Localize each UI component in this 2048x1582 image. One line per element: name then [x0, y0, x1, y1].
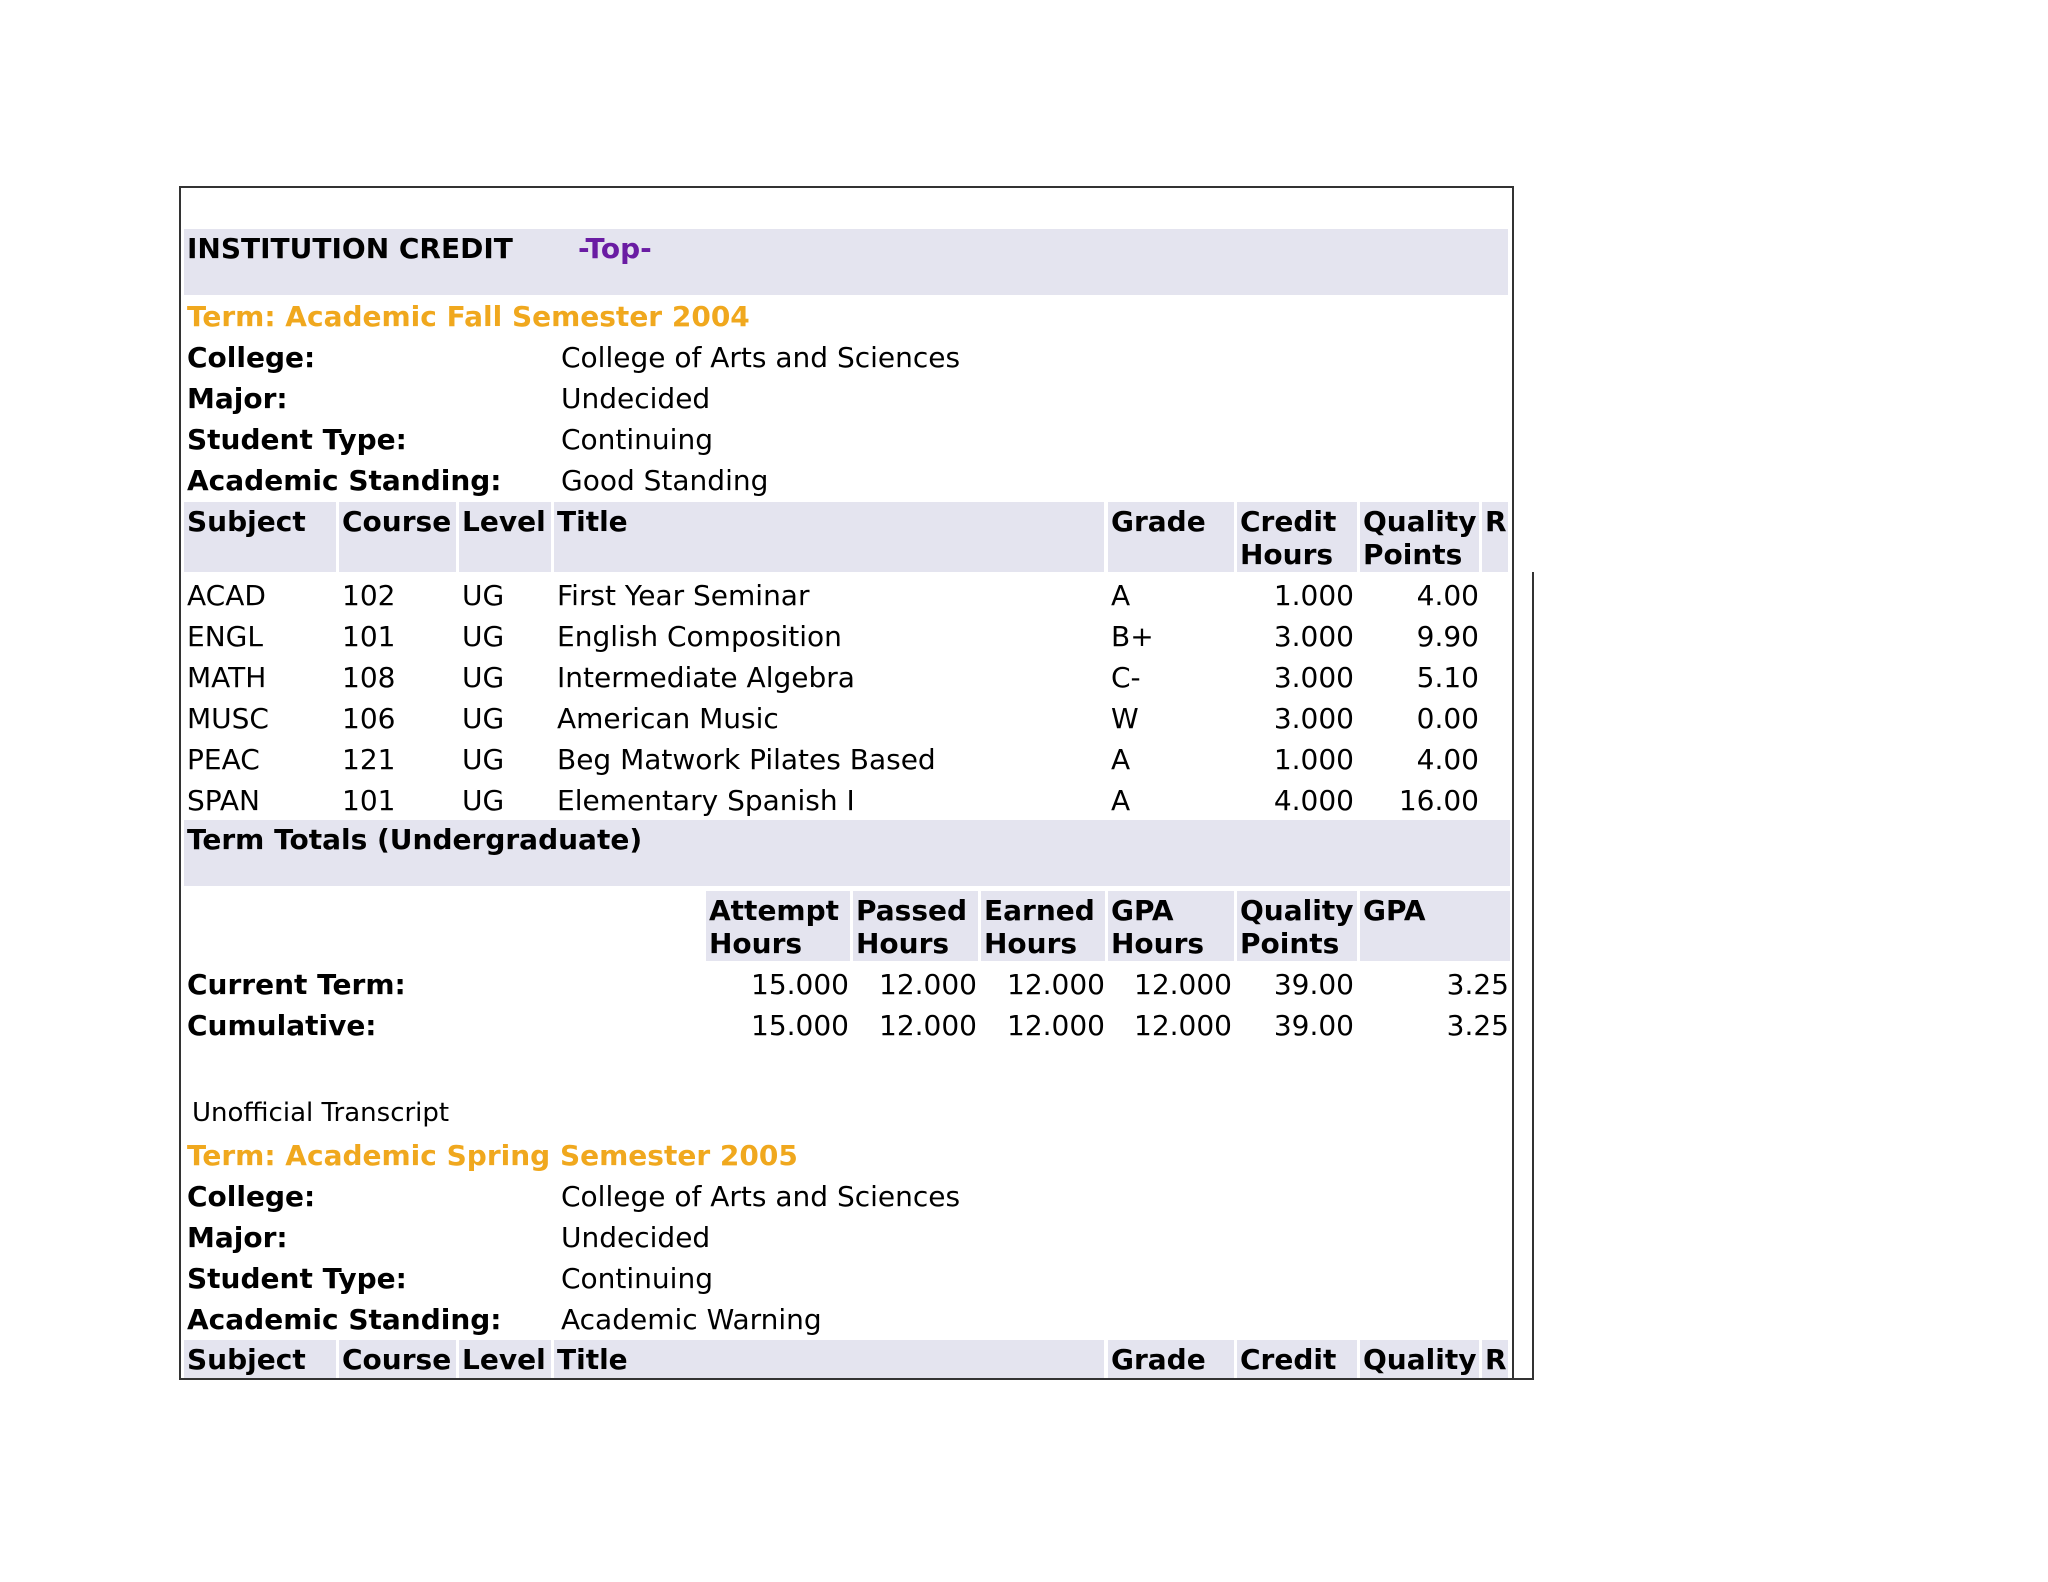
student-type-label: Student Type:: [187, 423, 407, 456]
col-title: Title: [557, 1343, 628, 1376]
college-value: College of Arts and Sciences: [561, 1180, 961, 1213]
current-earned-hours: 12.000: [1007, 968, 1105, 1001]
quality-points: 9.90: [1416, 620, 1479, 653]
level: UG: [462, 743, 505, 776]
cumulative-gpa: 3.25: [1446, 1009, 1509, 1042]
top-link[interactable]: -Top-: [578, 232, 652, 265]
grade: B+: [1111, 620, 1154, 653]
subject: SPAN: [187, 784, 260, 817]
unofficial-transcript-note: Unofficial Transcript: [192, 1098, 450, 1128]
col-grade: Grade: [1111, 505, 1206, 538]
level: UG: [462, 620, 505, 653]
credit-hours: 3.000: [1273, 620, 1354, 653]
term-label: Term: Academic Fall Semester 2004: [187, 300, 750, 333]
academic-standing-value: Good Standing: [561, 464, 769, 497]
course-title: Elementary Spanish I: [557, 784, 855, 817]
course-number: 101: [342, 784, 396, 817]
course-number: 108: [342, 661, 396, 694]
current-gpa-hours: 12.000: [1134, 968, 1232, 1001]
course-number: 121: [342, 743, 396, 776]
section-title: INSTITUTION CREDIT: [187, 232, 513, 265]
subject: ACAD: [187, 579, 266, 612]
totals-col-earned-1: Earned: [984, 894, 1095, 927]
academic-standing-value: Academic Warning: [561, 1303, 822, 1336]
current-attempt-hours: 15.000: [751, 968, 849, 1001]
course-number: 101: [342, 620, 396, 653]
credit-hours: 1.000: [1273, 579, 1354, 612]
term-totals-title: Term Totals (Undergraduate): [187, 823, 643, 856]
grade: C-: [1111, 661, 1141, 694]
credit-hours: 4.000: [1273, 784, 1354, 817]
col-grade: Grade: [1111, 1343, 1206, 1376]
credit-hours: 3.000: [1273, 702, 1354, 735]
totals-col-earned-2: Hours: [984, 927, 1078, 960]
col-quality-2: Points: [1363, 538, 1463, 571]
academic-standing-label: Academic Standing:: [187, 1303, 502, 1336]
credit-hours: 3.000: [1273, 661, 1354, 694]
college-label: College:: [187, 341, 316, 374]
cumulative-attempt-hours: 15.000: [751, 1009, 849, 1042]
col-level: Level: [462, 1343, 546, 1376]
college-value: College of Arts and Sciences: [561, 341, 961, 374]
col-credit-1: Credit: [1240, 505, 1337, 538]
quality-points: 0.00: [1416, 702, 1479, 735]
totals-col-passed-1: Passed: [856, 894, 968, 927]
subject: MUSC: [187, 702, 269, 735]
col-credit: Credit: [1240, 1343, 1337, 1376]
current-passed-hours: 12.000: [879, 968, 977, 1001]
term-label: Term: Academic Spring Semester 2005: [187, 1139, 798, 1172]
col-quality: Quality: [1363, 1343, 1477, 1376]
level: UG: [462, 579, 505, 612]
course-title: American Music: [557, 702, 779, 735]
header-cell-title: [554, 502, 1104, 572]
quality-points: 5.10: [1416, 661, 1479, 694]
course-number: 102: [342, 579, 396, 612]
grade: W: [1111, 702, 1139, 735]
college-label: College:: [187, 1180, 316, 1213]
course-title: First Year Seminar: [557, 579, 810, 612]
current-quality-points: 39.00: [1273, 968, 1354, 1001]
major-label: Major:: [187, 1221, 288, 1254]
student-type-label: Student Type:: [187, 1262, 407, 1295]
quality-points: 16.00: [1398, 784, 1479, 817]
transcript-frame-extension: [1514, 572, 1534, 1380]
totals-col-quality-2: Points: [1240, 927, 1340, 960]
major-label: Major:: [187, 382, 288, 415]
totals-col-gpa-hours-1: GPA: [1111, 894, 1174, 927]
subject: MATH: [187, 661, 267, 694]
academic-standing-label: Academic Standing:: [187, 464, 502, 497]
credit-hours: 1.000: [1273, 743, 1354, 776]
course-title: Intermediate Algebra: [557, 661, 855, 694]
col-r: R: [1485, 1343, 1507, 1376]
level: UG: [462, 661, 505, 694]
totals-col-gpa-hours-2: Hours: [1111, 927, 1205, 960]
col-credit-2: Hours: [1240, 538, 1334, 571]
quality-points: 4.00: [1416, 743, 1479, 776]
col-title: Title: [557, 505, 628, 538]
totals-col-gpa: GPA: [1363, 894, 1426, 927]
col-level: Level: [462, 505, 546, 538]
student-type-value: Continuing: [561, 1262, 713, 1295]
level: UG: [462, 784, 505, 817]
col-course: Course: [342, 505, 452, 538]
col-quality-1: Quality: [1363, 505, 1477, 538]
col-subject: Subject: [187, 1343, 306, 1376]
header-cell-title: [554, 1340, 1104, 1378]
current-term-label: Current Term:: [187, 968, 406, 1001]
col-r: R: [1485, 505, 1507, 538]
grade: A: [1111, 579, 1131, 612]
cumulative-quality-points: 39.00: [1273, 1009, 1354, 1042]
quality-points: 4.00: [1416, 579, 1479, 612]
grade: A: [1111, 784, 1131, 817]
course-number: 106: [342, 702, 396, 735]
student-type-value: Continuing: [561, 423, 713, 456]
totals-col-attempt-2: Hours: [709, 927, 803, 960]
cumulative-label: Cumulative:: [187, 1009, 377, 1042]
totals-col-quality-1: Quality: [1240, 894, 1354, 927]
totals-col-passed-2: Hours: [856, 927, 950, 960]
course-title: English Composition: [557, 620, 842, 653]
cumulative-gpa-hours: 12.000: [1134, 1009, 1232, 1042]
cumulative-earned-hours: 12.000: [1007, 1009, 1105, 1042]
major-value: Undecided: [561, 382, 711, 415]
major-value: Undecided: [561, 1221, 711, 1254]
course-title: Beg Matwork Pilates Based: [557, 743, 936, 776]
col-course: Course: [342, 1343, 452, 1376]
grade: A: [1111, 743, 1131, 776]
subject: ENGL: [187, 620, 263, 653]
totals-col-attempt-1: Attempt: [709, 894, 840, 927]
cumulative-passed-hours: 12.000: [879, 1009, 977, 1042]
col-subject: Subject: [187, 505, 306, 538]
subject: PEAC: [187, 743, 260, 776]
level: UG: [462, 702, 505, 735]
current-gpa: 3.25: [1446, 968, 1509, 1001]
